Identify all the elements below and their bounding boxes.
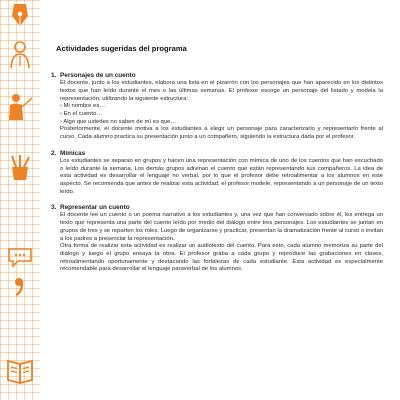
decorative-sidebar bbox=[0, 0, 40, 400]
section-number: 1. bbox=[51, 72, 57, 79]
structure-item: › Algo que ustedes no saben de mí es que… bbox=[60, 118, 177, 125]
section-heading: Representar un cuento bbox=[60, 204, 130, 212]
speech-bubble-icon bbox=[6, 246, 34, 268]
page-title: Actividades sugeridas del programa bbox=[56, 44, 187, 53]
document-body bbox=[51, 44, 383, 282]
activity-section bbox=[51, 150, 383, 197]
activity-section bbox=[51, 72, 383, 142]
section-paragraph: Otra forma de realizar esta actividad es realizar un audiotexto del cuento. Para esto, cada alumno memoriza su parte del diálogo y luego el grupo ensaya la obra. El profesor graba a cada grupo y reproduce las grabaciones en clases, retroalimentando oportunamente y destacando las fortalezas de cada estudiante. Esta actividad es especialmente recomendable para desarrollar el lenguaje paraverbal de los alumnos. bbox=[60, 243, 383, 273]
section-heading: Mímicas bbox=[60, 149, 86, 157]
comma-icon bbox=[6, 275, 34, 301]
teacher-icon bbox=[6, 92, 34, 122]
book-icon bbox=[6, 355, 36, 385]
pen-nib-icon bbox=[6, 2, 34, 28]
section-number: 3. bbox=[51, 204, 57, 212]
section-paragraph: Posteriormente, el docente motiva a los estudiantes a elegir un personaje para caracterizarlo y representarlo frente al curso. Cada alumno practica su presentación junto a un compañero, siguiendo la estructura dada por el profesor. bbox=[60, 126, 383, 141]
section-paragraph: Los estudiantes se separan en grupos y hacen una representación con mímica de uno de los cuentos que han escuchado o leído durante la semana. Los demás grupos adivinan el cuento que están representando sus compañeros. La idea de esta actividad es desarrollar el lenguaje no verbal, por lo que el profesor debe retroalimentar a los alumnos en este aspecto. Se recomienda que antes de realizar esta actividad, el profesor modele, representando a un personaje de un texto leído. bbox=[60, 157, 383, 195]
structure-item: › En el cuento… bbox=[60, 110, 103, 117]
structure-item: › Mi nombre es… bbox=[60, 103, 106, 110]
section-heading: Personajes de un cuento bbox=[60, 72, 136, 79]
section-paragraph: El docente lee un cuento o un poema narrativo a los estudiantes y, una vez que han conversado sobre él, les entrega un texto que representa una parte del cuento leído por medio del diálogo entre tres personajes. Los estudiantes se juntan en grupos de tres y se reparten los roles. Luego de organizarse y practicar, presentan la dramatización frente al curso o invitan a los padres a presenciar la representación. bbox=[60, 212, 383, 242]
section-paragraph: El docente, junto a los estudiantes, elabora una lista en el pizarrón con los personajes que han aparecido en los distintos textos que han leído durante el mes o las últimas semanas. El profesor escoge un personaje del listado y modela la representación, utilizando la siguiente estructura: bbox=[60, 80, 383, 102]
person-icon bbox=[6, 40, 34, 70]
activity-section bbox=[51, 204, 383, 274]
section-number: 2. bbox=[51, 149, 57, 157]
pencil-cup-icon bbox=[6, 155, 34, 181]
